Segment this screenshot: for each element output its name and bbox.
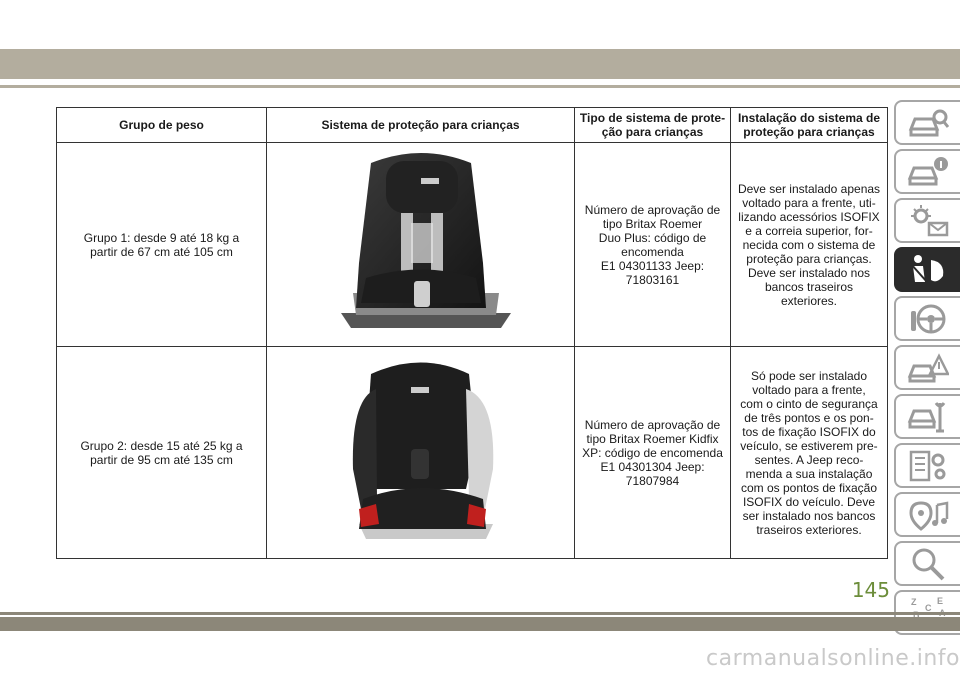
tab-driving[interactable] <box>894 296 960 341</box>
steering-wheel-icon <box>907 301 949 337</box>
installation-cell: Só pode ser instalado voltado para a frente, com o cinto de segurança de três pontos e os pon- tos de fixação ISOFIX do veículo, se estiverem pre- sentes. A Jeep reco- menda a sua instalação com os pontos de fixação ISOFIX do veículo. Deve ser instalado nos bancos traseiros exteriores. <box>731 347 888 559</box>
watermark: carmanualsonline.info <box>706 646 960 671</box>
page-number: 145 <box>851 578 890 602</box>
header-weight-group: Grupo de peso <box>57 108 267 143</box>
car-search-icon <box>907 105 949 141</box>
tab-maintenance[interactable] <box>894 394 960 439</box>
seatbelt-airbag-icon <box>907 252 949 288</box>
tab-search[interactable] <box>894 541 960 586</box>
car-info-icon <box>907 154 949 190</box>
weight-group-cell: Grupo 1: desde 9 até 18 kg a partir de 67 cm até 105 cm <box>57 143 267 347</box>
footer-rule <box>0 612 960 615</box>
media-nav-icon <box>907 497 949 533</box>
spec-gears-icon <box>907 448 949 484</box>
child-seat-kidfix-xp-image <box>271 349 571 554</box>
tab-car-search[interactable] <box>894 100 960 145</box>
magnifier-icon <box>907 546 949 582</box>
table-header-row <box>57 108 888 143</box>
child-seat-table <box>56 107 888 559</box>
tab-safety[interactable] <box>894 247 960 292</box>
header-rule <box>0 85 960 88</box>
tab-lights-messages[interactable] <box>894 198 960 243</box>
car-wrench-icon <box>907 399 949 435</box>
chapter-tabs <box>894 100 960 639</box>
car-warning-icon <box>907 350 949 386</box>
restraint-type-cell: Número de aprovação de tipo Britax Roemer Kidfix XP: código de encomenda E1 04301304 Jeep: 71807984 <box>575 347 731 559</box>
footer-band <box>0 617 960 631</box>
restraint-type-cell: Número de aprovação de tipo Britax Roemer Duo Plus: código de encomenda E1 04301133 Jeep: 71803161 <box>575 143 731 347</box>
table-row <box>57 143 888 347</box>
header-band <box>0 49 960 79</box>
table-row <box>57 347 888 559</box>
svg-text:E: E <box>937 595 944 606</box>
tab-emergency[interactable] <box>894 345 960 390</box>
tab-car-info[interactable] <box>894 149 960 194</box>
header-restraint-type: Tipo de sistema de prote- ção para crianças <box>575 108 731 143</box>
svg-text:Z: Z <box>911 596 917 607</box>
weight-group-cell: Grupo 2: desde 15 até 25 kg a partir de 95 cm até 135 cm <box>57 347 267 559</box>
svg-text:C: C <box>925 602 932 613</box>
tab-specifications[interactable] <box>894 443 960 488</box>
header-restraint-system: Sistema de proteção para crianças <box>267 108 575 143</box>
seat-image-cell <box>267 347 575 559</box>
child-seat-duo-plus-image <box>271 143 571 343</box>
installation-cell: Deve ser instalado apenas voltado para a frente, uti- lizando acessórios ISOFIX e a correia superior, for- necida com o sistema de proteção para crianças. Deve ser instalado nos bancos traseiros exteriores. <box>731 143 888 347</box>
seat-image-cell <box>267 143 575 347</box>
light-mail-icon <box>907 203 949 239</box>
header-installation: Instalação do sistema de proteção para crianças <box>731 108 888 143</box>
tab-multimedia[interactable] <box>894 492 960 537</box>
